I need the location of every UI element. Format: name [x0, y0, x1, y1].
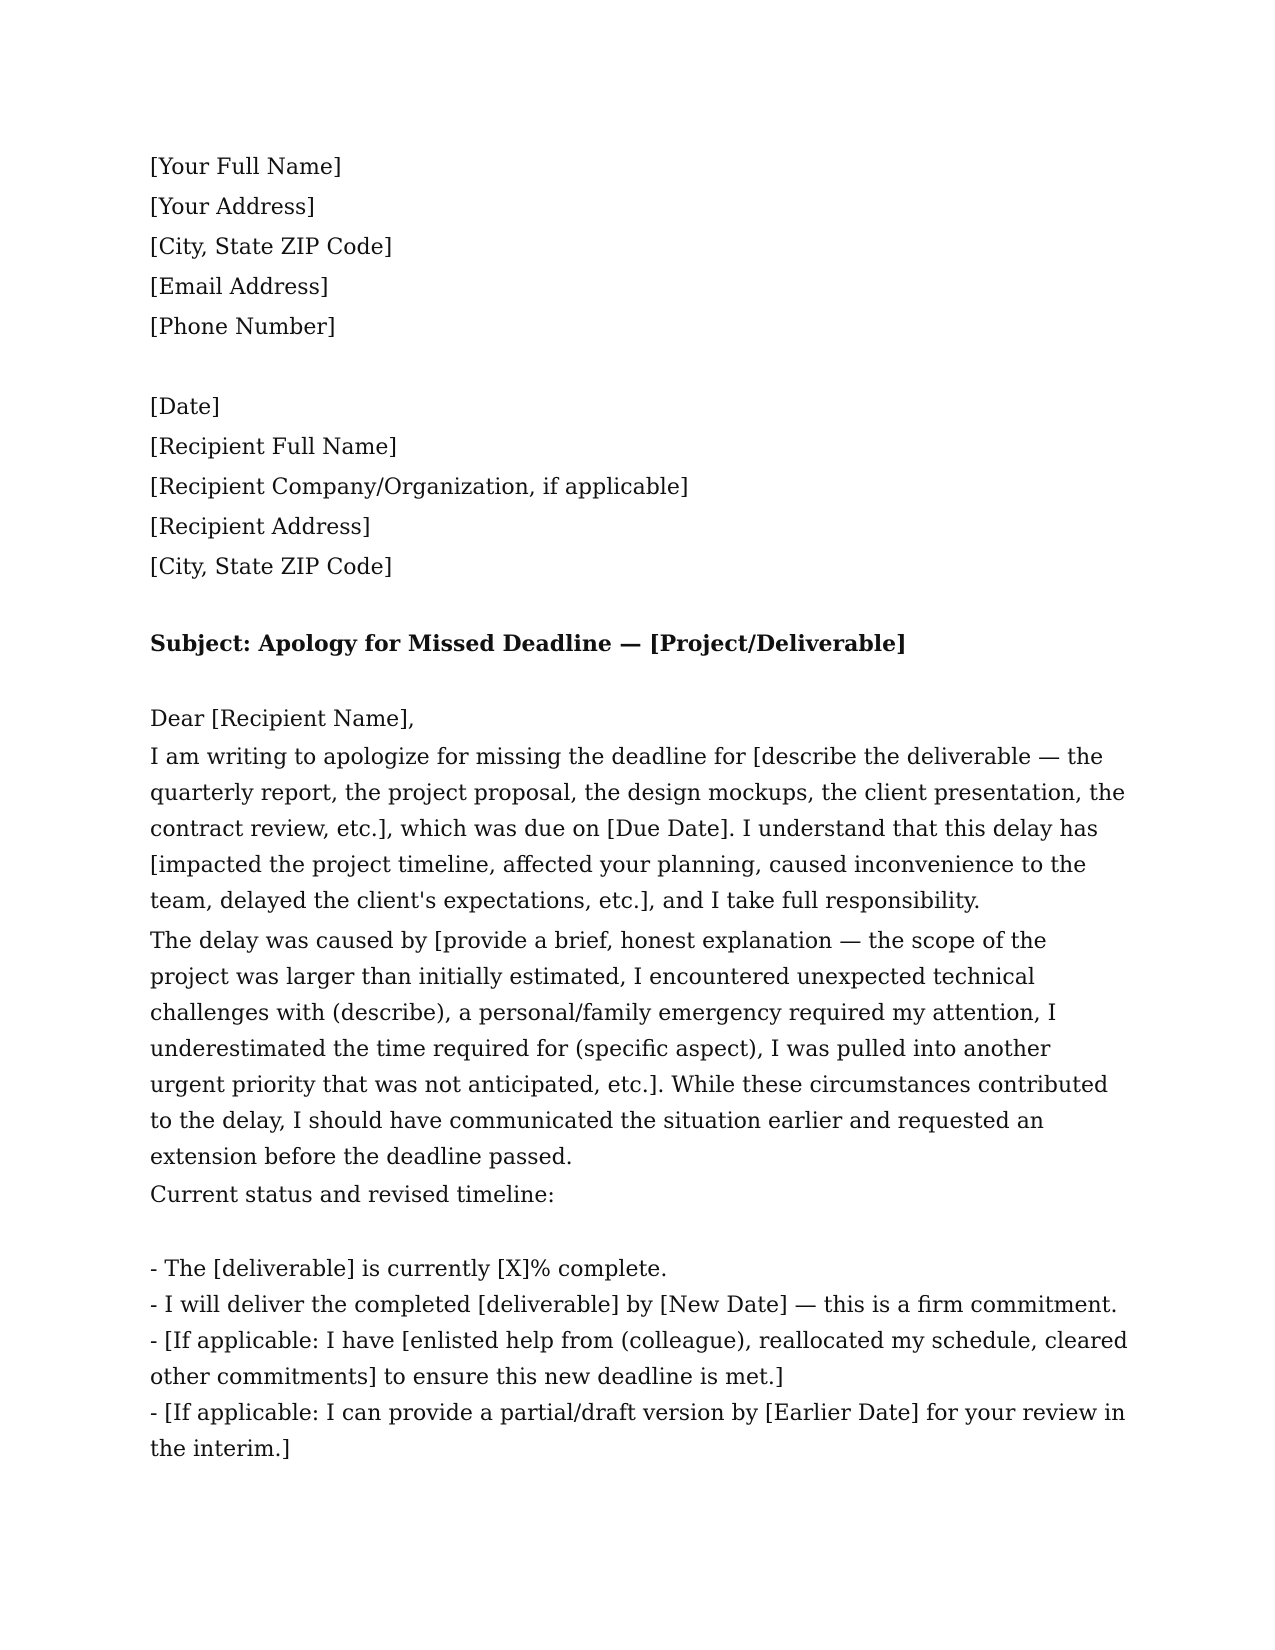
- sender-block: [150, 148, 1130, 348]
- sender-city-state-zip: [City, State ZIP Code]: [150, 235, 393, 260]
- recipient-block: [150, 388, 1130, 588]
- sender-email: [Email Address]: [150, 275, 329, 300]
- sender-phone: [Phone Number]: [150, 315, 336, 340]
- status-item-new-date: - I will deliver the completed [deliverable] by [New Date] — this is a firm commitment.: [150, 1293, 1118, 1318]
- sender-name: [Your Full Name]: [150, 155, 342, 180]
- spacer: [150, 1216, 1130, 1252]
- body-paragraph-apology: I am writing to apologize for missing the deadline for [describe the deliverable — the quarterly report, the project proposal, the design mockups, the client presentation, the contract review, etc.], which was due on [Due Date]. I understand that this delay has [impacted the project timeline, affected your planning, caused inconvenience to the team, delayed the client's expectations, etc.], and I take full responsibility.: [150, 745, 1126, 914]
- salutation: Dear [Recipient Name],: [150, 707, 415, 732]
- spacer: [150, 588, 1130, 624]
- body-paragraph-explanation: The delay was caused by [provide a brief, honest explanation — the scope of the project was larger than initially estimated, I encountered unexpected technical challenges with (describe), a personal/family emergency required my attention, I underestimated the time required for (specific aspect), I was pulled into another urgent priority that was not anticipated, etc.]. While these circumstances contributed to the delay, I should have communicated the situation earlier and requested an extension before the deadline passed.: [150, 929, 1109, 1170]
- subject-line: Subject: Apology for Missed Deadline — [Project/Deliverable]: [150, 631, 907, 657]
- letter-page: [150, 148, 1130, 1468]
- status-heading: Current status and revised timeline:: [150, 1183, 555, 1208]
- recipient-company: [Recipient Company/Organization, if applicable]: [150, 475, 689, 500]
- recipient-city-state-zip: [City, State ZIP Code]: [150, 555, 393, 580]
- sender-address: [Your Address]: [150, 195, 315, 220]
- letter-date: [Date]: [150, 395, 220, 420]
- recipient-address: [Recipient Address]: [150, 515, 371, 540]
- status-item-draft: - [If applicable: I can provide a partial/draft version by [Earlier Date] for your review in the interim.]: [150, 1401, 1126, 1462]
- status-item-completion: - The [deliverable] is currently [X]% complete.: [150, 1257, 668, 1282]
- status-item-help: - [If applicable: I have [enlisted help from (colleague), reallocated my schedule, cleared other commitments] to ensure this new deadline is met.]: [150, 1329, 1128, 1390]
- spacer: [150, 664, 1130, 700]
- spacer: [150, 348, 1130, 388]
- recipient-name: [Recipient Full Name]: [150, 435, 397, 460]
- status-list: [150, 1252, 1130, 1468]
